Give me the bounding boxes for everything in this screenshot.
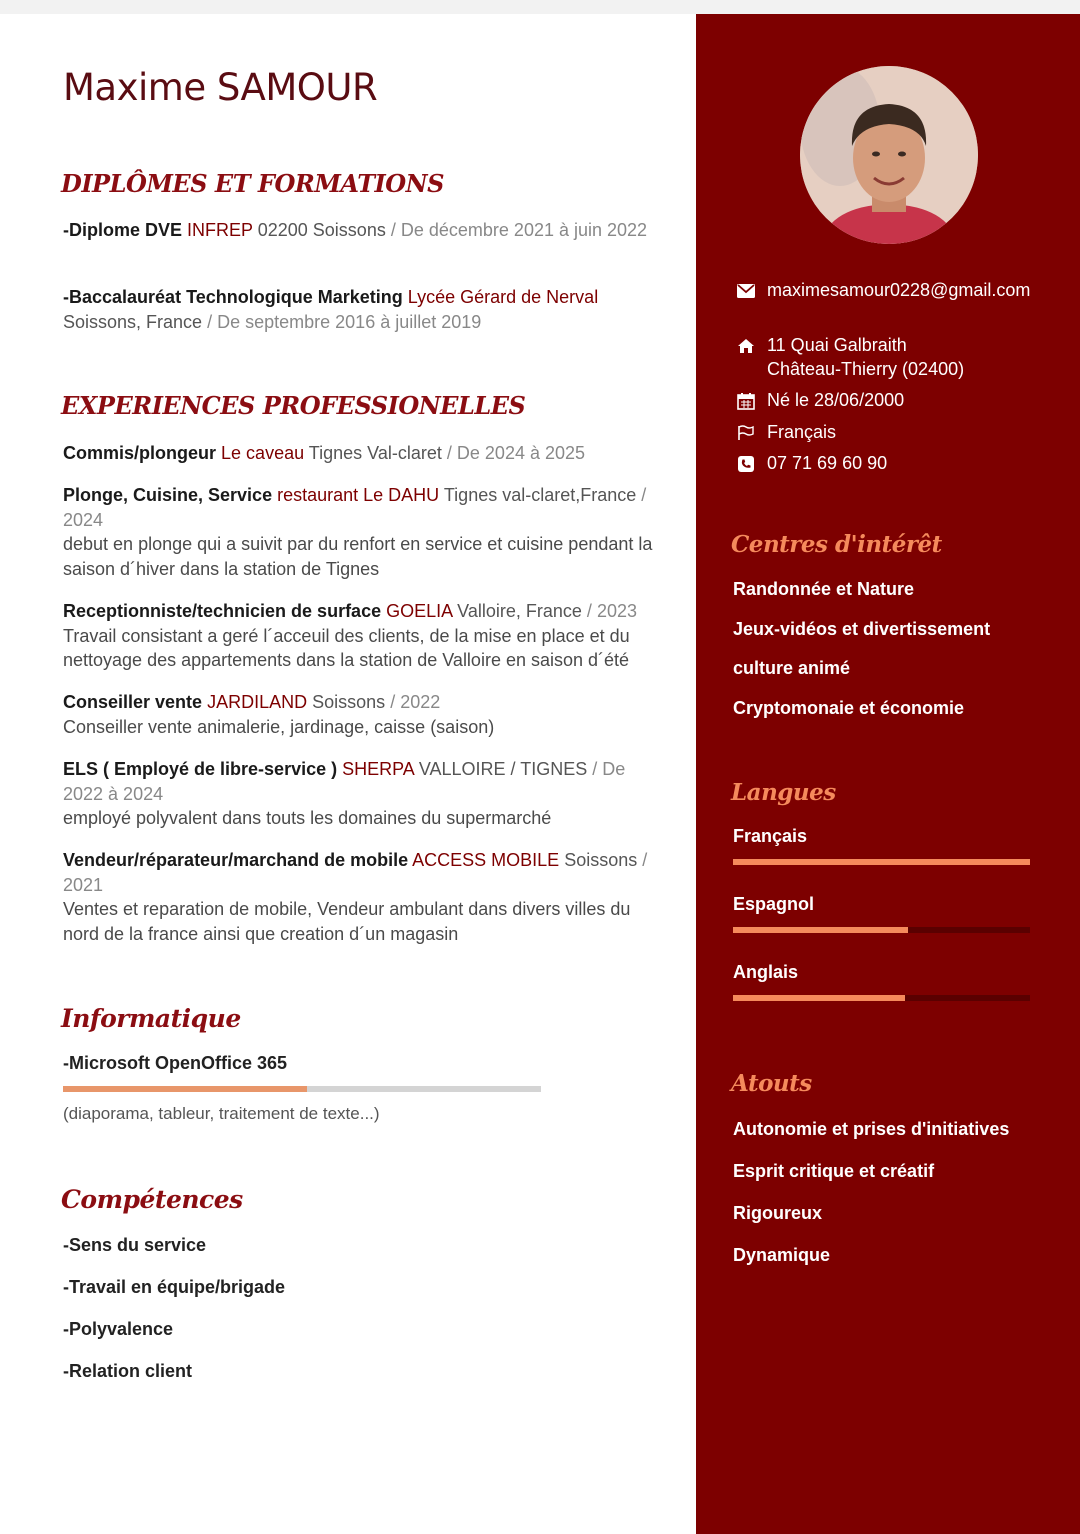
section-title-education: DIPLÔMES ET FORMATIONS	[61, 169, 444, 198]
experience-entry: Plonge, Cuisine, Service restaurant Le DAHU Tignes val-claret,France / 2024 debut en plonge qui a suivit par du renfort en service et cuisine pendant la saison d´hiver dans la station de Tignes	[63, 485, 653, 579]
address-text: 11 Quai Galbraith Château-Thierry (02400)	[767, 335, 965, 379]
section-title-skills: Compétences	[61, 1185, 243, 1214]
profile-photo	[800, 66, 978, 244]
asset-item: Rigoureux	[733, 1203, 823, 1223]
section-title-experience: EXPERIENCES PROFESSIONELLES	[61, 391, 526, 420]
software-level-fill	[63, 1086, 307, 1092]
language-level-bar	[733, 995, 1030, 1001]
language-name: Français	[733, 826, 808, 846]
language-name: Espagnol	[733, 894, 815, 914]
experience-entry: Vendeur/réparateur/marchand de mobile ACCESS MOBILE Soissons / 2021 Ventes et reparation de mobile, Vendeur ambulant dans divers villes du nord de la france ainsi que creation d´un magasin	[63, 850, 648, 944]
skill-item: -Travail en équipe/brigade	[63, 1277, 286, 1297]
language-level-fill	[733, 927, 908, 933]
candidate-name: Maxime SAMOUR	[63, 66, 378, 109]
interest-item: Cryptomonaie et économie	[733, 698, 965, 718]
section-title-assets: Atouts	[731, 1070, 812, 1097]
education-entry: -Diplome DVE INFREP 02200 Soissons / De décembre 2021 à juin 2022	[63, 220, 648, 240]
education-entry: -Baccalauréat Technologique Marketing Lycée Gérard de Nerval Soissons, France / De septembre 2016 à juillet 2019	[63, 287, 599, 332]
asset-item: Autonomie et prises d'initiatives	[733, 1119, 1010, 1139]
software-level-bar	[63, 1086, 541, 1092]
language-level-fill	[733, 859, 1030, 865]
interest-item: Randonnée et Nature	[733, 579, 915, 599]
language-level-fill	[733, 995, 905, 1001]
birth-text: Né le 28/06/2000	[767, 390, 905, 410]
home-icon	[735, 335, 757, 357]
experience-entry: ELS ( Employé de libre-service ) SHERPA VALLOIRE / TIGNES / De 2022 à 2024 employé polyvalent dans touts les domaines du supermarché	[63, 759, 626, 828]
envelope-icon	[735, 280, 757, 302]
software-name: -Microsoft OpenOffice 365	[63, 1053, 288, 1073]
experience-entry: Conseiller vente JARDILAND Soissons / 2022 Conseiller vente animalerie, jardinage, caisse (saison)	[63, 692, 495, 737]
skill-item: -Sens du service	[63, 1235, 207, 1255]
language-level-bar	[733, 927, 1030, 933]
section-title-languages: Langues	[731, 779, 836, 806]
flag-icon	[735, 422, 757, 444]
section-title-computing: Informatique	[61, 1004, 241, 1033]
portrait-image	[800, 66, 978, 244]
section-title-interests: Centres d'intérêt	[731, 531, 942, 558]
interest-item: culture animé	[733, 658, 851, 678]
experience-entry: Commis/plongeur Le caveau Tignes Val-claret / De 2024 à 2025	[63, 443, 586, 463]
asset-item: Esprit critique et créatif	[733, 1161, 935, 1181]
nationality-text: Français	[767, 422, 837, 442]
software-note: (diaporama, tableur, traitement de texte...)	[63, 1104, 380, 1123]
language-level-bar	[733, 859, 1030, 865]
email-text: maximesamour0228@gmail.com	[767, 280, 1031, 300]
skill-item: -Polyvalence	[63, 1319, 174, 1339]
phone-text: 07 71 69 60 90	[767, 453, 888, 473]
language-name: Anglais	[733, 962, 799, 982]
interest-item: Jeux-vidéos et divertissement	[733, 619, 991, 639]
phone-icon	[735, 453, 757, 475]
skill-item: -Relation client	[63, 1361, 193, 1381]
experience-entry: Receptionniste/technicien de surface GOELIA Valloire, France / 2023 Travail consistant a geré l´acceuil des clients, de la mise en place et du nettoyage des appartements dans la station de Valloire en saison d´été	[63, 601, 637, 670]
calendar-icon	[735, 390, 757, 412]
asset-item: Dynamique	[733, 1245, 831, 1265]
